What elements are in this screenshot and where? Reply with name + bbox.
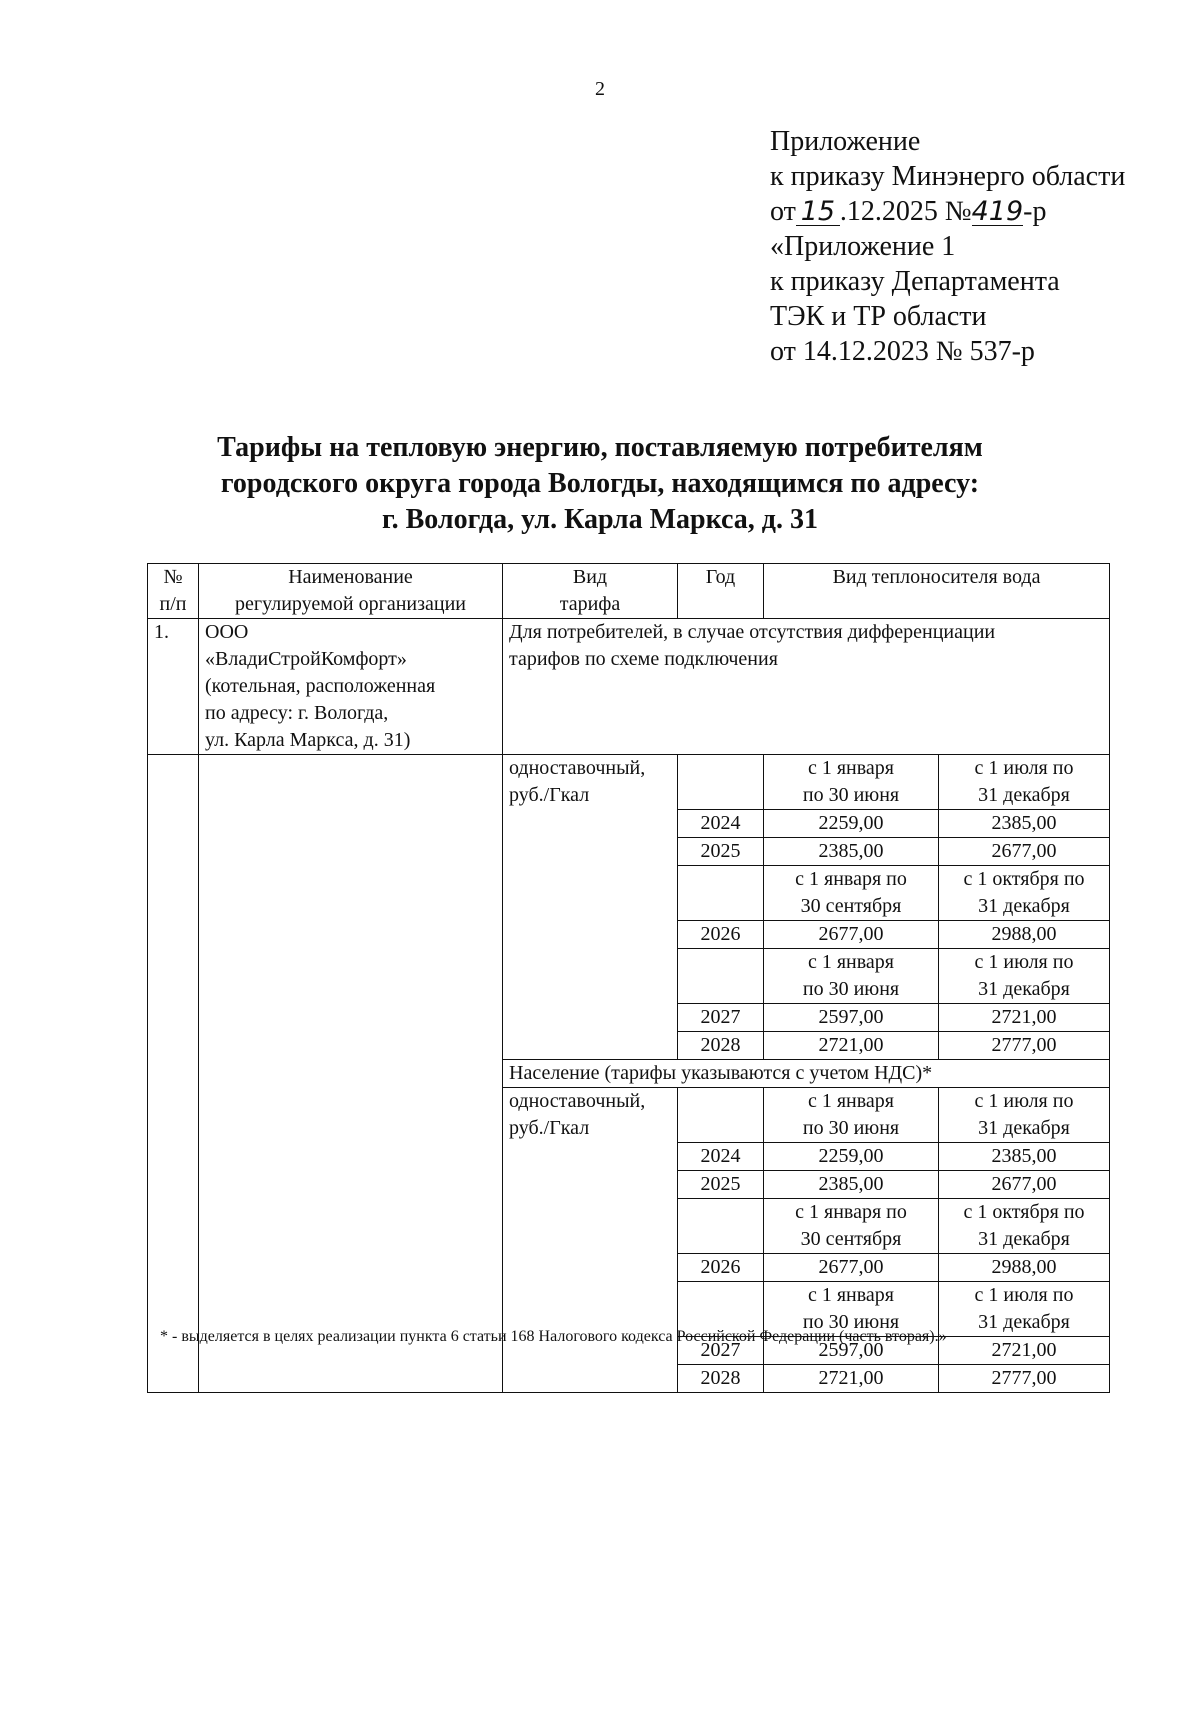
year-cell	[678, 1199, 764, 1254]
period-2-cell	[939, 1171, 1110, 1199]
cell-line: 2721,00	[818, 1367, 884, 1389]
row-number-continued	[148, 1199, 199, 1254]
period-2-cell	[939, 921, 1110, 949]
period-2-cell	[939, 810, 1110, 838]
cell-line: по адресу: г. Вологда,	[205, 702, 389, 724]
row-number-continued	[148, 1254, 199, 1282]
period-2-cell	[939, 1143, 1110, 1171]
tariff-type-cell-continued	[503, 1032, 678, 1060]
tariff-type-cell-continued	[503, 1254, 678, 1282]
cell-line: по 30 июня	[802, 978, 900, 1000]
order-prefix: от	[770, 196, 796, 227]
cell-line: 2385,00	[991, 1145, 1057, 1167]
cell-line: 2677,00	[818, 923, 884, 945]
period-header-row	[148, 1199, 1110, 1254]
period-1-cell	[764, 866, 939, 921]
organization-cell-continued	[199, 1032, 503, 1060]
period-1-cell	[764, 1004, 939, 1032]
period-1-cell	[764, 810, 939, 838]
tariff-type-cell-continued	[503, 949, 678, 1004]
document-title	[0, 430, 1200, 538]
cell-line: Население (тарифы указываются с учетом НДС)*	[509, 1062, 933, 1084]
tariff-type-cell-continued	[503, 810, 678, 838]
row-number-continued	[148, 1171, 199, 1199]
cell-line: с 1 июля по	[974, 951, 1074, 973]
tariff-row	[148, 921, 1110, 949]
period-2-cell	[939, 1199, 1110, 1254]
year-cell: 2024	[678, 1143, 764, 1171]
appendix-line: ТЭК и ТР области	[770, 301, 987, 332]
tariff-type-cell-continued	[503, 1171, 678, 1199]
tariff-row	[148, 838, 1110, 866]
header-tariff-type	[503, 564, 678, 619]
tariff-row	[148, 1032, 1110, 1060]
appendix-line: от 14.12.2023 № 537-р	[770, 336, 1035, 367]
cell-line: с 1 января по	[795, 1201, 907, 1223]
year-cell	[678, 866, 764, 921]
appendix-line: «Приложение 1	[770, 231, 956, 262]
title-line: городского округа города Вологды, находящимся по адресу:	[220, 468, 980, 499]
title-line: г. Вологда, ул. Карла Маркса, д. 31	[382, 504, 818, 535]
year-cell: 2025	[678, 1171, 764, 1199]
cell-line: 31 декабря	[978, 784, 1070, 806]
cell-line: по 30 июня	[802, 784, 900, 806]
period-2-cell	[939, 755, 1110, 810]
period-2-cell	[939, 1337, 1110, 1365]
year-cell: 2028	[678, 1365, 764, 1393]
cell-line: 2385,00	[818, 840, 884, 862]
organization-cell-continued	[199, 838, 503, 866]
organization-cell-continued	[199, 921, 503, 949]
tariff-table	[147, 563, 1110, 1393]
organization-cell-continued	[199, 1088, 503, 1143]
cell-line: с 1 июля по	[974, 1284, 1074, 1306]
tariff-row	[148, 1171, 1110, 1199]
row-number-continued	[148, 1143, 199, 1171]
organization-cell-continued	[199, 1143, 503, 1171]
cell-line: с 1 октября по	[963, 868, 1085, 890]
period-header-row	[148, 949, 1110, 1004]
cell-line: 2597,00	[818, 1339, 884, 1361]
cell-line: по 30 июня	[802, 1117, 900, 1139]
section-title	[503, 1060, 1110, 1088]
cell-line: ООО	[205, 621, 249, 643]
cell-line: регулируемой организации	[235, 593, 466, 615]
organization-cell-continued	[199, 810, 503, 838]
row-number-continued	[148, 810, 199, 838]
period-1-cell	[764, 921, 939, 949]
period-2-cell	[939, 1282, 1110, 1337]
cell-line: 2259,00	[818, 812, 884, 834]
cell-line: 30 сентября	[800, 895, 902, 917]
cell-line: с 1 июля по	[974, 757, 1074, 779]
year-cell: 2028	[678, 1032, 764, 1060]
organization-cell-continued	[199, 1004, 503, 1032]
organization-cell-continued	[199, 755, 503, 810]
cell-line: 31 декабря	[978, 1117, 1070, 1139]
cell-line: с 1 января	[807, 951, 895, 973]
tariff-type-cell-continued	[503, 1004, 678, 1032]
handwritten-day: 15	[796, 194, 840, 229]
cell-line: руб./Гкал	[509, 784, 590, 806]
row-number-continued	[148, 838, 199, 866]
tariff-row	[148, 1143, 1110, 1171]
cell-line: с 1 января по	[795, 868, 907, 890]
section-title	[503, 619, 1110, 755]
row-number-continued	[148, 921, 199, 949]
period-2-cell	[939, 1254, 1110, 1282]
header-organization	[199, 564, 503, 619]
year-cell	[678, 1088, 764, 1143]
appendix-header	[770, 124, 1125, 369]
period-2-cell	[939, 1365, 1110, 1393]
period-header-row	[148, 866, 1110, 921]
footnote: * - выделяется в целях реализации пункта 6 статьи 168 Налогового кодекса Российской Федерации (часть вторая).»	[160, 1328, 947, 1345]
appendix-line: Приложение	[770, 126, 921, 157]
year-cell: 2025	[678, 838, 764, 866]
period-1-cell	[764, 755, 939, 810]
period-header-row	[148, 755, 1110, 810]
row-number-continued	[148, 1004, 199, 1032]
organization-cell-continued	[199, 1060, 503, 1088]
title-line: Тарифы на тепловую энергию, поставляемую потребителям	[217, 432, 983, 463]
cell-line: 2721,00	[991, 1339, 1057, 1361]
cell-line: с 1 января	[807, 757, 895, 779]
cell-line: 31 декабря	[978, 1311, 1070, 1333]
year-cell	[678, 755, 764, 810]
organization-cell-continued	[199, 1254, 503, 1282]
cell-line: 2988,00	[991, 1256, 1057, 1278]
cell-line: (котельная, расположенная	[205, 675, 436, 697]
cell-line: ул. Карла Маркса, д. 31)	[205, 729, 411, 751]
organization-cell-continued	[199, 1171, 503, 1199]
cell-line: с 1 января	[807, 1284, 895, 1306]
tariff-table-body	[148, 564, 1110, 1393]
header-number	[148, 564, 199, 619]
cell-line: 2777,00	[991, 1034, 1057, 1056]
organization-cell	[199, 619, 503, 755]
period-2-cell	[939, 949, 1110, 1004]
section-title-row	[148, 619, 1110, 755]
period-1-cell	[764, 1171, 939, 1199]
order-suffix: -р	[1023, 196, 1047, 227]
period-2-cell	[939, 838, 1110, 866]
row-number: 1.	[148, 619, 199, 755]
appendix-line: к приказу Департамента	[770, 266, 1060, 297]
organization-cell-continued	[199, 866, 503, 921]
cell-line: 2259,00	[818, 1145, 884, 1167]
year-cell: 2026	[678, 921, 764, 949]
cell-line: №	[163, 566, 183, 588]
tariff-row	[148, 810, 1110, 838]
row-number-continued	[148, 755, 199, 810]
organization-cell-continued	[199, 1365, 503, 1393]
year-cell: 2027	[678, 1337, 764, 1365]
year-cell: 2024	[678, 810, 764, 838]
tariff-row	[148, 1254, 1110, 1282]
cell-line: 2777,00	[991, 1367, 1057, 1389]
period-2-cell	[939, 1004, 1110, 1032]
cell-line: 31 декабря	[978, 978, 1070, 1000]
year-cell: 2026	[678, 1254, 764, 1282]
cell-line: Для потребителей, в случае отсутствия дифференциации	[509, 621, 996, 643]
header-row	[148, 564, 1110, 619]
row-number-continued	[148, 1032, 199, 1060]
cell-line: 2677,00	[991, 1173, 1057, 1195]
cell-line: 31 декабря	[978, 895, 1070, 917]
cell-line: по 30 июня	[802, 1311, 900, 1333]
period-1-cell	[764, 1032, 939, 1060]
cell-line: «ВладиСтройКомфорт»	[205, 648, 407, 670]
cell-line: 30 сентября	[800, 1228, 902, 1250]
row-number-continued	[148, 1088, 199, 1143]
organization-cell-continued	[199, 1199, 503, 1254]
cell-line: тарифа	[559, 593, 621, 615]
tariff-type-cell	[503, 1088, 678, 1143]
row-number-continued	[148, 949, 199, 1004]
tariff-row	[148, 1004, 1110, 1032]
period-2-cell	[939, 1088, 1110, 1143]
page-number: 2	[595, 78, 605, 100]
period-1-cell	[764, 1199, 939, 1254]
period-1-cell	[764, 1365, 939, 1393]
tariff-type-cell-continued	[503, 1199, 678, 1254]
tariff-type-cell-continued	[503, 866, 678, 921]
order-date: .12.2025 №	[839, 196, 972, 227]
period-2-cell	[939, 1032, 1110, 1060]
cell-line: Наименование	[288, 566, 413, 588]
cell-line: с 1 октября по	[963, 1201, 1085, 1223]
cell-line: с 1 января	[807, 1090, 895, 1112]
section-title-row	[148, 1060, 1110, 1088]
row-number-continued	[148, 1060, 199, 1088]
cell-line: с 1 июля по	[974, 1090, 1074, 1112]
period-1-cell	[764, 949, 939, 1004]
tariff-type-cell-continued	[503, 1143, 678, 1171]
cell-line: 2677,00	[991, 840, 1057, 862]
organization-cell-continued	[199, 949, 503, 1004]
tariff-type-cell-continued	[503, 1365, 678, 1393]
cell-line: 2597,00	[818, 1006, 884, 1028]
cell-line: 2721,00	[818, 1034, 884, 1056]
period-1-cell	[764, 1088, 939, 1143]
cell-line: тарифов по схеме подключения	[509, 648, 778, 670]
cell-line: Вид	[572, 566, 608, 588]
tariff-type-cell	[503, 755, 678, 810]
cell-line: 2988,00	[991, 923, 1057, 945]
cell-line: п/п	[159, 593, 187, 615]
cell-line: 2385,00	[991, 812, 1057, 834]
period-1-cell	[764, 1254, 939, 1282]
tariff-type-cell-continued	[503, 838, 678, 866]
tariff-type-cell-continued	[503, 921, 678, 949]
appendix-order-line	[770, 194, 1125, 229]
cell-line: одноставочный,	[509, 1090, 646, 1112]
cell-line: 2385,00	[818, 1173, 884, 1195]
cell-line: 2721,00	[991, 1006, 1057, 1028]
handwritten-order-number: 419	[971, 196, 1024, 227]
tariff-row	[148, 1365, 1110, 1393]
cell-line: 31 декабря	[978, 1228, 1070, 1250]
year-cell: 2027	[678, 1004, 764, 1032]
period-1-cell	[764, 838, 939, 866]
row-number-continued	[148, 1365, 199, 1393]
header-year: Год	[678, 564, 764, 619]
cell-line: одноставочный,	[509, 757, 646, 779]
cell-line: 2677,00	[818, 1256, 884, 1278]
year-cell	[678, 949, 764, 1004]
appendix-line: к приказу Минэнерго области	[770, 161, 1126, 192]
period-header-row	[148, 1088, 1110, 1143]
period-2-cell	[939, 866, 1110, 921]
period-1-cell	[764, 1143, 939, 1171]
row-number-continued	[148, 866, 199, 921]
header-heat-carrier: Вид теплоносителя вода	[764, 564, 1110, 619]
cell-line: руб./Гкал	[509, 1117, 590, 1139]
